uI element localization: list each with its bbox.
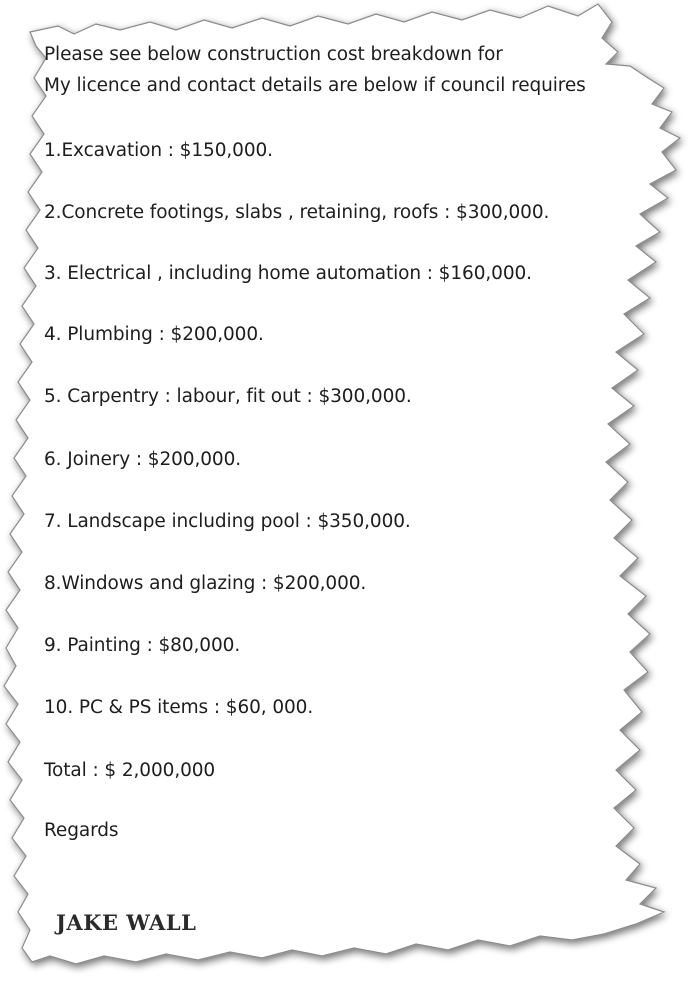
cost-item-plumbing: 4. Plumbing : $200,000. xyxy=(44,324,264,345)
cost-item-excavation: 1.Excavation : $150,000. xyxy=(44,140,273,161)
signature-name: JAKE WALL xyxy=(56,910,197,935)
intro-line-1: Please see below construction cost breakdown for xyxy=(44,44,503,65)
cost-item-joinery: 6. Joinery : $200,000. xyxy=(44,449,242,470)
total-cost: Total : $ 2,000,000 xyxy=(44,760,216,781)
intro-line-2: My licence and contact details are below if council requires xyxy=(44,75,586,96)
cost-item-windows: 8.Windows and glazing : $200,000. xyxy=(44,573,367,594)
cost-item-painting: 9. Painting : $80,000. xyxy=(44,635,241,656)
cost-item-landscape: 7. Landscape including pool : $350,000. xyxy=(44,511,411,532)
cost-item-carpentry: 5. Carpentry : labour, fit out : $300,000. xyxy=(44,386,412,407)
closing-regards: Regards xyxy=(44,820,119,841)
cost-item-pc-ps: 10. PC & PS items : $60, 000. xyxy=(44,697,314,718)
cost-item-concrete: 2.Concrete footings, slabs , retaining, roofs : $300,000. xyxy=(44,202,550,223)
cost-item-electrical: 3. Electrical , including home automation : $160,000. xyxy=(44,263,532,284)
